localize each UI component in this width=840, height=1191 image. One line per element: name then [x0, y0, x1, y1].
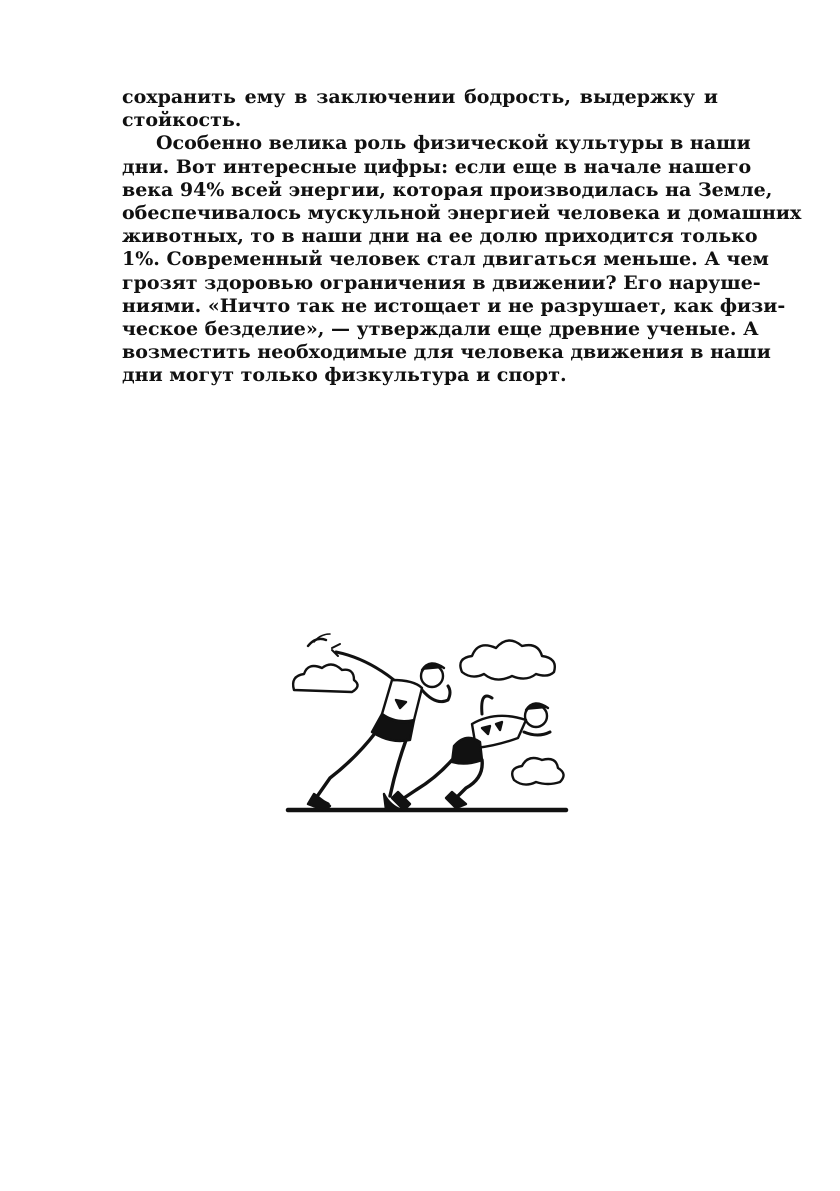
text-line: ческое безделие», — утверждали еще древние ученые. А [122, 317, 759, 340]
cloud-icon [293, 664, 357, 692]
running-athletes-illustration [286, 628, 568, 818]
cloud-icon [460, 640, 554, 679]
text-line: Особенно велика роль физической культуры в наши [156, 132, 751, 155]
text-line: грозят здоровью ограничения в движении? Его наруше- [122, 271, 761, 294]
text-line: стойкость. [122, 109, 242, 132]
text-line: возместить необходимые для человека движения в наши [122, 341, 771, 364]
body-text [122, 86, 802, 387]
text-line: обеспечивалось мускульной энергией человека и домашних [122, 201, 802, 224]
text-line: дни. Вот интересные цифры: если еще в начале нашего [122, 155, 752, 178]
motion-streak-icon [308, 639, 326, 646]
text-line: дни могут только физкультура и спорт. [122, 364, 567, 387]
paragraph-1 [122, 86, 718, 132]
text-line: века 94% всей энергии, которая производилась на Земле, [122, 178, 773, 201]
text-line: животных, то в наши дни на ее долю приходится только [122, 225, 758, 248]
text-line: ниями. «Ничто так не истощает и не разрушает, как физи- [122, 294, 786, 317]
cloud-icon [512, 758, 563, 785]
text-line: сохранить ему в заключении бодрость, выдержку и [122, 86, 718, 108]
text-line: 1%. Современный человек стал двигаться меньше. А чем [122, 248, 769, 271]
paragraph-2 [122, 132, 802, 387]
